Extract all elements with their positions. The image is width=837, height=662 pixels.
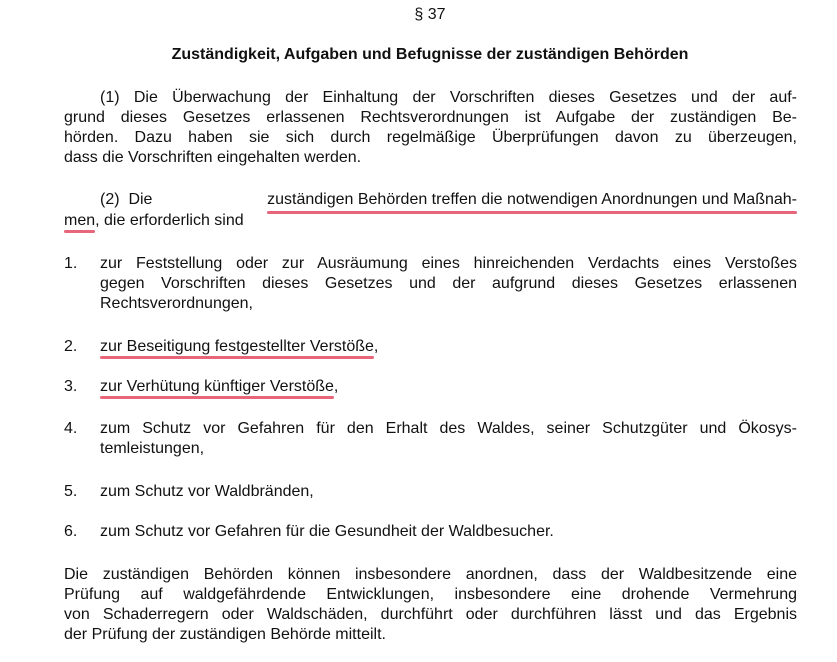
para2-highlight-1: zuständigen Behörden treffen die notwendigen Anordnungen und Maßnah- bbox=[267, 191, 797, 208]
para1-line-2: grund dieses Gesetzes erlassenen Rechtsverordnungen ist Aufgabe der zuständigen Be- bbox=[64, 109, 797, 126]
item-3-rest: , bbox=[333, 378, 339, 395]
item-4-line-1: zum Schutz vor Gefahren für den Erhalt des Waldes, seiner Schutzgüter und Ökosys- bbox=[100, 420, 797, 437]
item-5-line: zum Schutz vor Waldbränden, bbox=[100, 483, 314, 500]
item-6-line: zum Schutz vor Gefahren für die Gesundheit der Waldbesucher. bbox=[100, 523, 554, 540]
item-3-line bbox=[100, 377, 338, 397]
para1-line-3: hörden. Dazu haben sie sich durch regelmäßige Überprüfungen davon zu überzeugen, bbox=[64, 129, 797, 146]
item-6-number: 6. bbox=[64, 523, 78, 540]
item-4-line-2: temleistungen, bbox=[100, 440, 205, 457]
item-1-line-3: Rechtsverordnungen, bbox=[100, 295, 253, 312]
item-2-line bbox=[100, 337, 378, 357]
para2-prefix: (2) Die bbox=[100, 191, 157, 208]
item-2-rest: , bbox=[373, 338, 379, 355]
item-1-line-2: gegen Vorschriften dieses Gesetzes und der aufgrund dieses Gesetzes erlassenen bbox=[100, 275, 797, 292]
closing-line-2: Prüfung auf waldgefährdende Entwicklungen, insbesondere eine drohende Vermehrung bbox=[64, 586, 797, 603]
section-number: § 37 bbox=[414, 6, 446, 23]
closing-line-4: der Prüfung der zuständigen Behörde mitteilt. bbox=[64, 626, 386, 643]
para1-line-4: dass die Vorschriften eingehalten werden. bbox=[64, 149, 362, 166]
section-title: Zuständigkeit, Aufgaben und Befugnisse der zuständigen Behörden bbox=[171, 46, 689, 63]
para2-rest: , die erforderlich sind bbox=[95, 212, 244, 229]
para2-line-2 bbox=[64, 211, 244, 231]
item-1-line-1: zur Feststellung oder zur Ausräumung eines hinreichenden Verdachts eines Verstoßes bbox=[100, 255, 797, 272]
item-3-highlight: zur Verhütung künftiger Verstöße bbox=[100, 378, 334, 395]
closing-line-1: Die zuständigen Behörden können insbesondere anordnen, dass der Waldbesitzende eine bbox=[64, 566, 797, 583]
item-2-highlight: zur Beseitigung festgestellter Verstöße bbox=[100, 338, 374, 355]
item-3-number: 3. bbox=[64, 378, 78, 395]
para2-highlight-2: men bbox=[64, 212, 96, 229]
item-4-number: 4. bbox=[64, 420, 78, 437]
item-5-number: 5. bbox=[64, 483, 78, 500]
closing-line-3: von Schaderregern oder Waldschäden, durchführt oder durchführen lässt und das Ergebnis bbox=[64, 606, 797, 623]
item-1-number: 1. bbox=[64, 255, 78, 272]
para1-line-1: (1) Die Überwachung der Einhaltung der Vorschriften dieses Gesetzes und der auf- bbox=[100, 89, 797, 106]
para2-line-1 bbox=[100, 190, 797, 210]
item-2-number: 2. bbox=[64, 338, 78, 355]
